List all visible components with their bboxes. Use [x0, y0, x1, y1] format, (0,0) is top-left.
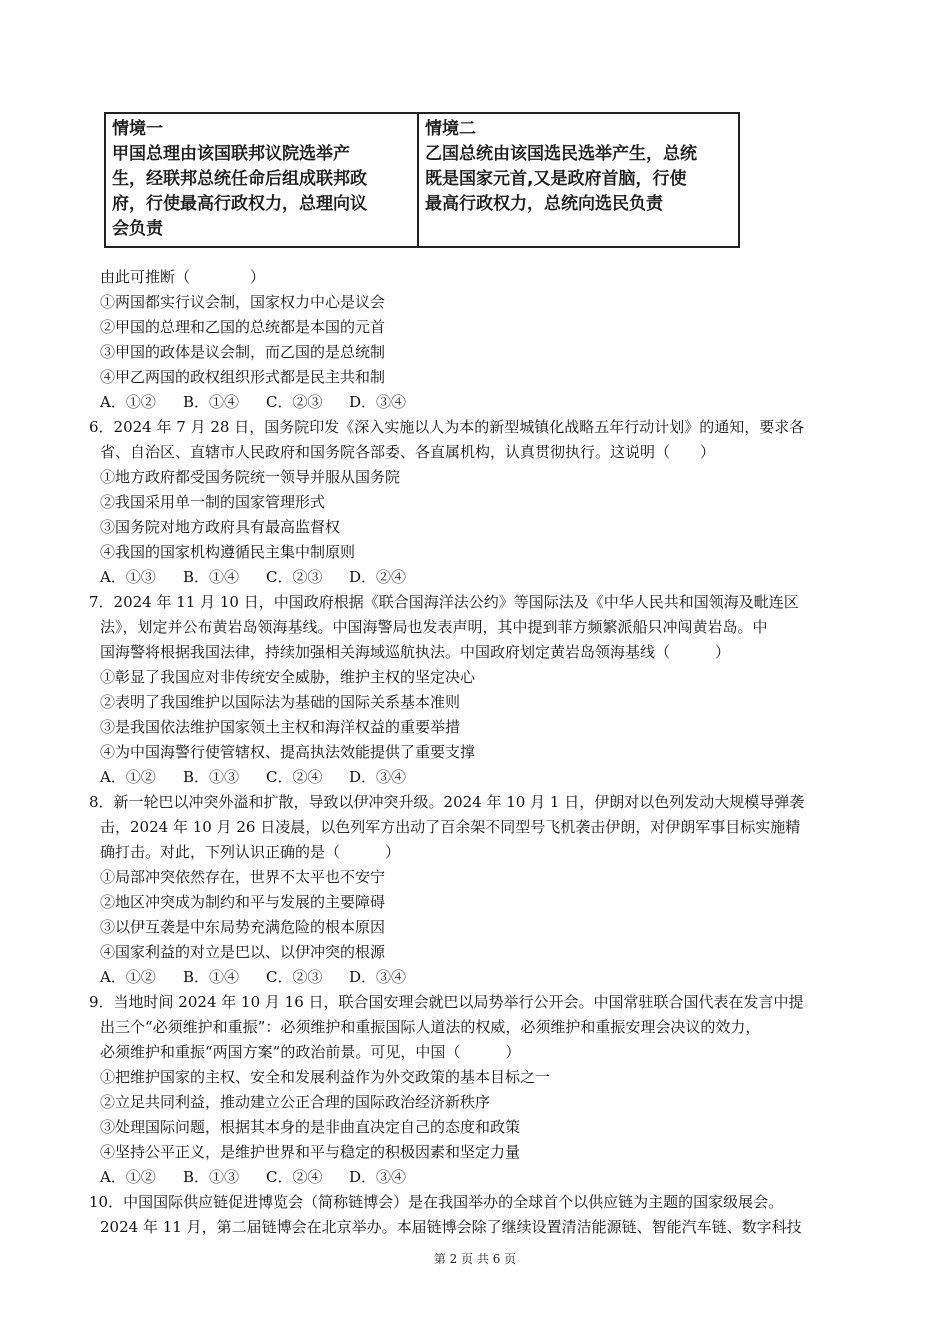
q8-stem-line: 确打击。对此，下列认识正确的是（ ）	[100, 843, 401, 861]
q5-options	[100, 391, 432, 413]
context-two-title: 情境二	[425, 119, 476, 139]
context-one-title: 情境一	[112, 119, 163, 139]
page-footer: 第 2 页 共 6 页	[433, 1252, 517, 1266]
option-a[interactable]: A．①②	[100, 968, 156, 986]
q7-stem-line: 国海警将根据我国法律，持续加强相关海域巡航执法。中国政府划定黄岩岛领海基线（ ）	[100, 643, 731, 661]
q9-item: ③处理国际问题，根据其本身的是非曲直决定自己的态度和政策	[100, 1118, 521, 1136]
option-a[interactable]: A．①②	[100, 768, 156, 786]
q8-item: ①局部冲突依然存在，世界不太平也不安宁	[100, 868, 386, 886]
context-table	[104, 112, 740, 248]
q5-stem: 由此可推断（ ）	[100, 268, 266, 286]
option-c[interactable]: C．②③	[266, 968, 323, 986]
q6-stem-line: 省、自治区、直辖市人民政府和国务院各部委、各直属机构，认真贯彻执行。这说明（ ）	[100, 443, 716, 461]
context-one-line: 甲国总理由该国联邦议院选举产	[112, 144, 350, 164]
q5-item: ②甲国的总理和乙国的总统都是本国的元首	[100, 318, 386, 336]
context-one-line: 府，行使最高行政权力，总理向议	[112, 194, 367, 214]
q5-item: ④甲乙两国的政权组织形式都是民主共和制	[100, 368, 386, 386]
option-b[interactable]: B．①③	[183, 1168, 240, 1186]
context-cell-two	[419, 114, 738, 246]
option-d[interactable]: D．③④	[349, 968, 407, 986]
context-one-line: 会负责	[112, 219, 163, 239]
option-b[interactable]: B．①④	[183, 568, 240, 586]
q6-item: ①地方政府都受国务院统一领导并服从国务院	[100, 468, 401, 486]
q6-stem-line: 6．2024 年 7 月 28 日，国务院印发《深入实施以人为本的新型城镇化战略五年行动计划》的通知，要求各	[89, 418, 805, 436]
option-c[interactable]: C．②③	[266, 393, 323, 411]
option-a[interactable]: A．①②	[100, 1168, 156, 1186]
q8-stem-line: 8．新一轮巴以冲突外溢和扩散，导致以伊冲突升级。2024 年 10 月 1 日，伊朗对以色列发动大规模导弹袭	[89, 793, 805, 811]
q6-options	[100, 566, 432, 588]
q7-stem-line: 7．2024 年 11 月 10 日，中国政府根据《联合国海洋法公约》等国际法及《中华人民共和国领海及毗连区	[89, 593, 799, 611]
q7-item: ②表明了我国维护以国际法为基础的国际关系基本准则	[100, 693, 461, 711]
q5-item: ③甲国的政体是议会制，而乙国的是总统制	[100, 343, 386, 361]
q5-item: ①两国都实行议会制，国家权力中心是议会	[100, 293, 386, 311]
option-a[interactable]: A．①③	[100, 568, 156, 586]
q9-stem-line: 必须维护和重振“两国方案”的政治前景。可见，中国（ ）	[100, 1043, 521, 1061]
option-d[interactable]: D．②④	[349, 568, 407, 586]
option-d[interactable]: D．③④	[349, 768, 407, 786]
option-c[interactable]: C．②③	[266, 568, 323, 586]
option-b[interactable]: B．①④	[183, 968, 240, 986]
q9-item: ②立足共同利益，推动建立公正合理的国际政治经济新秩序	[100, 1093, 491, 1111]
option-b[interactable]: B．①③	[183, 768, 240, 786]
q8-item: ④国家利益的对立是巴以、以伊冲突的根源	[100, 943, 386, 961]
option-b[interactable]: B．①④	[183, 393, 240, 411]
q10-stem-line: 10．中国国际供应链促进博览会（简称链博会）是在我国举办的全球首个以供应链为主题的国家级展会。	[89, 1193, 784, 1211]
q6-item: ②我国采用单一制的国家管理形式	[100, 493, 326, 511]
q9-stem-line: 9．当地时间 2024 年 10 月 16 日，联合国安理会就巴以局势举行公开会。中国常驻联合国代表在发言中提	[89, 993, 804, 1011]
q7-stem-line: 法》，划定并公布黄岩岛领海基线。中国海警局也发表声明，其中提到菲方频繁派船只冲闯黄岩岛。中	[100, 618, 768, 636]
q9-item: ①把维护国家的主权、安全和发展利益作为外交政策的基本目标之一	[100, 1068, 551, 1086]
context-two-line: 最高行政权力，总统向选民负责	[425, 194, 663, 214]
context-two-line: 乙国总统由该国选民选举产生，总统	[425, 144, 697, 164]
context-two-line: 既是国家元首,又是政府首脑，行使	[425, 169, 687, 189]
q7-options	[100, 766, 432, 788]
q6-item: ④我国的国家机构遵循民主集中制原则	[100, 543, 356, 561]
option-d[interactable]: D．③④	[349, 1168, 407, 1186]
context-one-line: 生，经联邦总统任命后组成联邦政	[112, 169, 367, 189]
q7-item: ③是我国依法维护国家领土主权和海洋权益的重要举措	[100, 718, 461, 736]
q10-stem-line: 2024 年 11 月，第二届链博会在北京举办。本届链博会除了继续设置清洁能源链、智能汽车链、数字科技	[100, 1218, 802, 1236]
q8-item: ③以伊互袭是中东局势充满危险的根本原因	[100, 918, 386, 936]
q6-item: ③国务院对地方政府具有最高监督权	[100, 518, 341, 536]
q9-stem-line: 出三个“必须维护和重振”：必须维护和重振国际人道法的权威，必须维护和重振安理会决议的效力，	[100, 1018, 761, 1036]
q8-stem-line: 击，2024 年 10 月 26 日凌晨，以色列军方出动了百余架不同型号飞机袭击伊朗，对伊朗军事目标实施精	[100, 818, 801, 836]
option-d[interactable]: D．③④	[349, 393, 407, 411]
q9-item: ④坚持公平正义，是维护世界和平与稳定的积极因素和坚定力量	[100, 1143, 521, 1161]
q8-item: ②地区冲突成为制约和平与发展的主要障碍	[100, 893, 386, 911]
q9-options	[100, 1166, 432, 1188]
q7-item: ④为中国海警行使管辖权、提高执法效能提供了重要支撑	[100, 743, 476, 761]
q7-item: ①彰显了我国应对非传统安全威胁，维护主权的坚定决心	[100, 668, 476, 686]
option-a[interactable]: A．①②	[100, 393, 156, 411]
q8-options	[100, 966, 432, 988]
option-c[interactable]: C．②④	[266, 768, 323, 786]
option-c[interactable]: C．②④	[266, 1168, 323, 1186]
context-cell-one	[106, 114, 419, 246]
